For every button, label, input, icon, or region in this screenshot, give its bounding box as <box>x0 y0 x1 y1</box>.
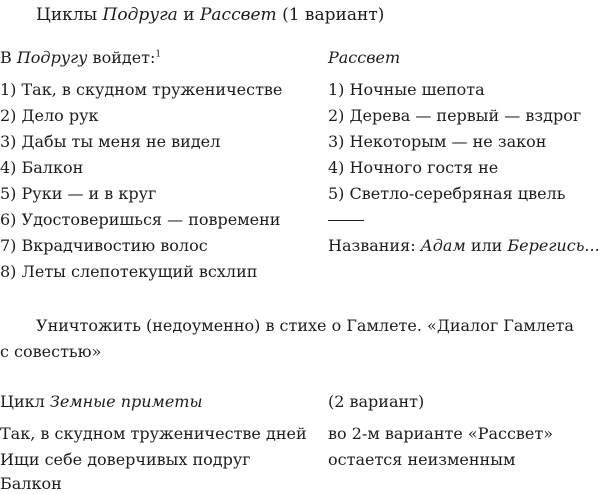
variant-header: (2 вариант) <box>328 392 425 411</box>
list-item: 4) Балкон <box>0 158 84 177</box>
left-header-italic: Подругу <box>16 48 88 67</box>
left-column-header <box>0 48 161 68</box>
list-item: 6) Удостоверишься — повремени <box>0 210 281 229</box>
list-item: 3) Дабы ты меня не видел <box>0 132 221 151</box>
titles-option-adam: Адам <box>420 236 466 255</box>
title-prefix: Циклы <box>36 5 103 25</box>
titles-prefix: Названия: <box>328 236 421 255</box>
cycle-header-prefix: Цикл <box>0 392 50 411</box>
dash-rule <box>328 220 364 221</box>
list-item: Так, в скудном труженичестве дней <box>0 424 307 443</box>
separator-dash <box>328 210 364 230</box>
titles-line <box>328 236 600 256</box>
list-item: Ищи себе доверчивых подруг <box>0 450 251 469</box>
note-line: остается неизменным <box>328 450 516 469</box>
cycle-header-italic: Земные приметы <box>49 392 203 411</box>
cycle-header <box>0 392 203 412</box>
list-item: 5) Руки — и в круг <box>0 184 157 203</box>
paragraph-line-1: Уничтожить (недоуменно) в стихе о Гамлете. «Диалог Гамлета <box>36 316 574 335</box>
list-item: Балкон <box>0 474 62 493</box>
list-item: 3) Некоторым — не закон <box>328 132 547 151</box>
titles-option-beregis: Берегись... <box>507 236 600 255</box>
right-header-rassvet: Рассвет <box>328 48 401 67</box>
list-item: 4) Ночного гостя не <box>328 158 499 177</box>
title-cycle-rassvet: Рассвет <box>199 5 277 25</box>
list-item: 2) Дерева — первый — вздрог <box>328 106 582 125</box>
right-column-header <box>328 48 400 68</box>
page-title <box>36 5 384 25</box>
list-item: 7) Вкрадчивостию волос <box>0 236 208 255</box>
list-item: 5) Светло-серебряная цвель <box>328 184 566 203</box>
note-line: во 2-м варианте «Рассвет» <box>328 424 554 443</box>
list-item: 2) Дело рук <box>0 106 99 125</box>
titles-or: или <box>465 236 508 255</box>
left-header-suffix: войдет: <box>87 48 156 67</box>
list-item: 8) Леты слепотекущий всхлип <box>0 262 258 281</box>
title-conjunction: и <box>177 5 200 25</box>
footnote-mark: 1 <box>155 49 162 60</box>
list-item: 1) Так, в скудном труженичестве <box>0 80 283 99</box>
left-header-prefix: В <box>0 48 17 67</box>
list-item: 1) Ночные шепота <box>328 80 485 99</box>
title-suffix: (1 вариант) <box>276 5 385 25</box>
paragraph-line-2: с совестью» <box>0 342 102 361</box>
title-cycle-podruga: Подруга <box>102 5 178 25</box>
